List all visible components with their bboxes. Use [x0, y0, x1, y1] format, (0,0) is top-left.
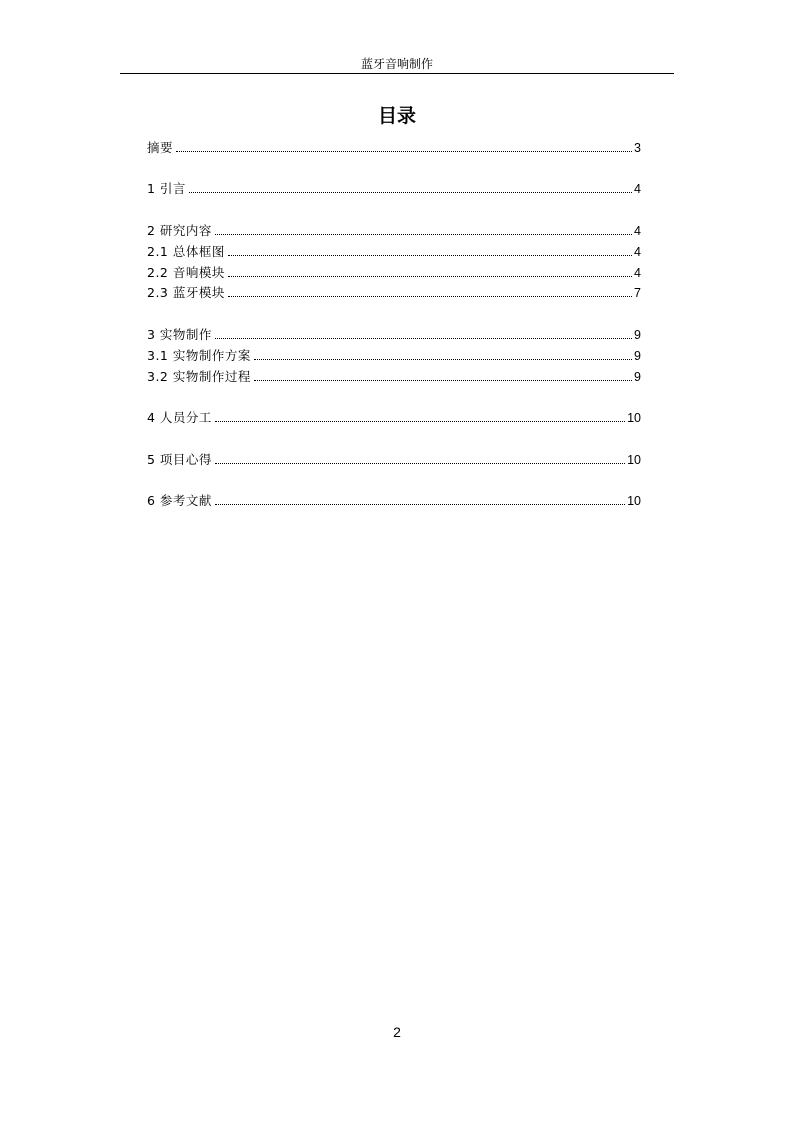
toc-leader-dots: [228, 296, 632, 297]
toc-entry-page: 3: [634, 141, 641, 155]
toc-leader-dots: [215, 504, 625, 505]
toc-entry-label: 3 实物制作: [147, 327, 212, 342]
toc-leader-dots: [254, 359, 632, 360]
toc-entry-page: 10: [627, 494, 641, 508]
toc-entry-page: 4: [634, 266, 641, 280]
toc-entry-page: 9: [634, 349, 641, 363]
toc-entry-build-process[interactable]: [147, 368, 641, 386]
toc-entry-physical-build[interactable]: [147, 326, 641, 344]
toc-entry-project-reflection[interactable]: [147, 451, 641, 469]
toc-leader-dots: [215, 421, 625, 422]
toc-entry-page: 9: [634, 328, 641, 342]
toc-leader-dots: [215, 338, 632, 339]
toc-entry-label: 2.3 蓝牙模块: [147, 285, 225, 300]
toc-leader-dots: [176, 151, 632, 152]
header-rule: [120, 73, 674, 74]
toc-entry-references[interactable]: [147, 492, 641, 510]
toc-entry-bluetooth-module[interactable]: [147, 284, 641, 302]
toc-leader-dots: [228, 255, 632, 256]
toc-leader-dots: [189, 192, 632, 193]
toc-entry-team-division[interactable]: [147, 409, 641, 427]
toc-entry-label: 3.1 实物制作方案: [147, 348, 251, 363]
toc-entry-page: 9: [634, 370, 641, 384]
toc-entry-label: 2.2 音响模块: [147, 265, 225, 280]
running-header: 蓝牙音响制作: [360, 57, 433, 71]
toc-entry-label: 4 人员分工: [147, 410, 212, 425]
toc-entry-label: 5 项目心得: [147, 452, 212, 467]
toc-entry-label: 2.1 总体框图: [147, 244, 225, 259]
toc-entry-build-plan[interactable]: [147, 347, 641, 365]
toc-entry-research-content[interactable]: [147, 222, 641, 240]
toc-entry-page: 10: [627, 411, 641, 425]
toc-entry-label: 1 引言: [147, 181, 186, 196]
toc-entry-page: 4: [634, 182, 641, 196]
toc-entry-label: 3.2 实物制作过程: [147, 369, 251, 384]
toc-entry-introduction[interactable]: [147, 180, 641, 198]
toc-entry-abstract[interactable]: [147, 139, 641, 157]
toc-leader-dots: [215, 234, 632, 235]
toc-entry-label: 6 参考文献: [147, 493, 212, 508]
toc-entry-label: 2 研究内容: [147, 223, 212, 238]
toc-entry-page: 4: [634, 224, 641, 238]
toc-entry-page: 10: [627, 453, 641, 467]
toc-entry-speaker-module[interactable]: [147, 264, 641, 282]
page-number: 2: [393, 1024, 401, 1040]
toc-leader-dots: [215, 463, 625, 464]
toc-leader-dots: [254, 380, 632, 381]
toc-entry-page: 7: [634, 286, 641, 300]
toc-entry-block-diagram[interactable]: [147, 243, 641, 261]
toc-entry-page: 4: [634, 245, 641, 259]
toc-leader-dots: [228, 276, 632, 277]
toc-title: 目录: [377, 105, 416, 127]
toc-entry-label: 摘要: [147, 140, 174, 155]
